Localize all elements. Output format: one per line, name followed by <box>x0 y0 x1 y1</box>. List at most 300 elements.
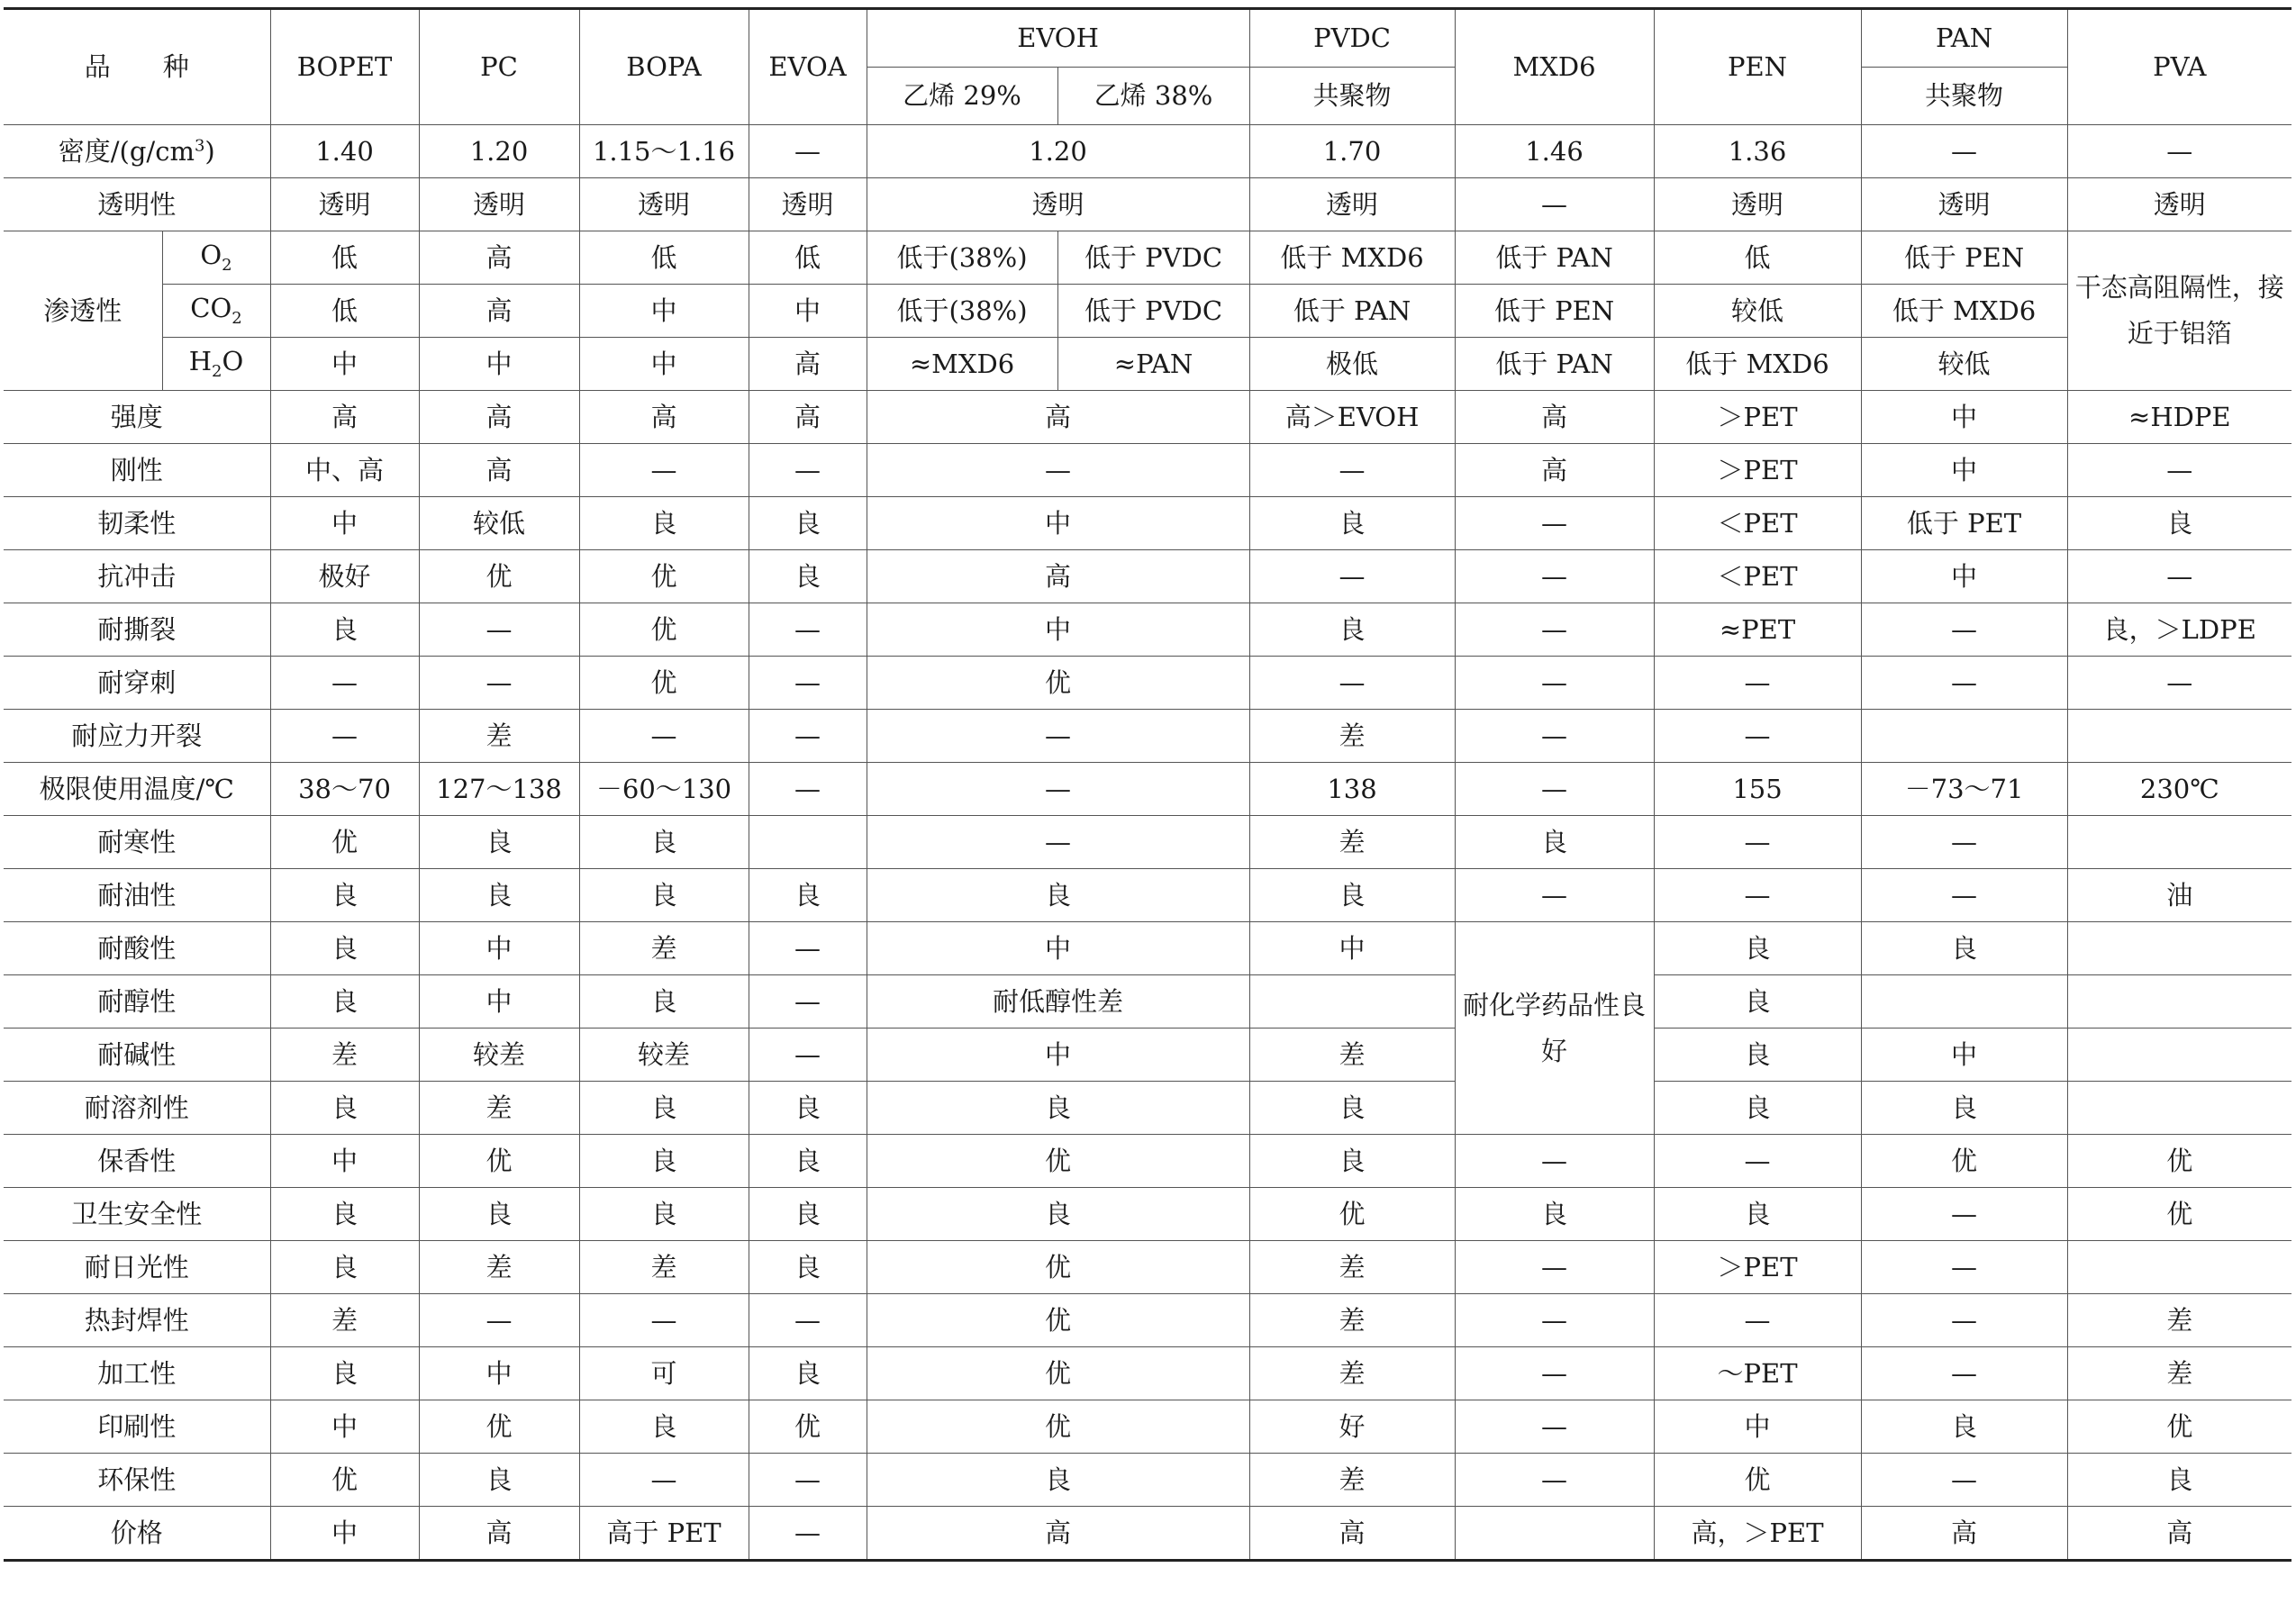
cell-bopet: 优 <box>270 816 419 869</box>
cell-pvdc: 中 <box>1249 922 1455 975</box>
cell-bopet: 差 <box>270 1029 419 1082</box>
cell-pen: ＜PET <box>1654 550 1861 603</box>
cell-pvdc: — <box>1249 444 1455 497</box>
cell-pvdc: — <box>1249 657 1455 710</box>
cell-evoa: — <box>749 1294 867 1347</box>
density-label-sup: 3 <box>194 136 205 156</box>
cell-evoa: — <box>749 1454 867 1507</box>
cell-pva: 良 <box>2067 1454 2291 1507</box>
cell-bopet: 高 <box>270 391 419 444</box>
cell-evoa: 低 <box>749 231 867 285</box>
row-label <box>4 125 270 178</box>
cell-pvdc: 高＞EVOH <box>1249 391 1455 444</box>
cell-bopet: 良 <box>270 1347 419 1400</box>
cell-pan: 中 <box>1861 391 2067 444</box>
cell-evoh: 耐低醇性差 <box>867 975 1249 1029</box>
cell-pva: ≈HDPE <box>2067 391 2291 444</box>
row-label: 耐溶剂性 <box>4 1082 270 1135</box>
header-pen: PEN <box>1654 9 1861 125</box>
cell-evoa: — <box>749 603 867 657</box>
cell-bopet: 良 <box>270 922 419 975</box>
cell-pan: 低于 MXD6 <box>1861 285 2067 338</box>
row-permeability-co2 <box>4 285 2291 338</box>
cell-evoa: 透明 <box>749 178 867 231</box>
cell-evoh-38: 低于 PVDC <box>1057 285 1249 338</box>
row-acid-resist <box>4 922 2291 975</box>
cell-pvdc: 极低 <box>1249 338 1455 391</box>
cell-evoa: 良 <box>749 1347 867 1400</box>
cell-pva: — <box>2067 125 2291 178</box>
cell-pva-permeability-note: 干态高阻隔性，接近于铝箔 <box>2067 231 2291 391</box>
cell-evoa: — <box>749 444 867 497</box>
cell-bopa: — <box>579 710 749 763</box>
cell-bopet: 良 <box>270 975 419 1029</box>
cell-bopa: 较差 <box>579 1029 749 1082</box>
cell-bopet: 中 <box>270 1507 419 1561</box>
density-label-end: ) <box>204 135 215 167</box>
row-label: 刚性 <box>4 444 270 497</box>
cell-mxd6: — <box>1455 1347 1654 1400</box>
cell-pva: 230℃ <box>2067 763 2291 816</box>
cell-bopet: 低 <box>270 285 419 338</box>
cell-evoa: — <box>749 975 867 1029</box>
cell-pc: 较差 <box>419 1029 579 1082</box>
row-solvent-resist <box>4 1082 2291 1135</box>
row-label: 透明性 <box>4 178 270 231</box>
header-evoh-29: 乙烯 29% <box>867 68 1057 125</box>
cell-pvdc: 差 <box>1249 1241 1455 1294</box>
row-label: 热封焊性 <box>4 1294 270 1347</box>
header-pvdc-sub: 共聚物 <box>1249 68 1455 125</box>
cell-pva <box>2067 816 2291 869</box>
cell-pva <box>2067 1029 2291 1082</box>
cell-pan: 中 <box>1861 550 2067 603</box>
cell-pan: 良 <box>1861 1082 2067 1135</box>
cell-evoh: 优 <box>867 657 1249 710</box>
row-label: 耐酸性 <box>4 922 270 975</box>
cell-pc: 差 <box>419 710 579 763</box>
cell-pen: 良 <box>1654 1188 1861 1241</box>
cell-bopet: 低 <box>270 231 419 285</box>
cell-evoh: — <box>867 710 1249 763</box>
cell-evoh: 中 <box>867 1029 1249 1082</box>
cell-evoa: 良 <box>749 550 867 603</box>
cell-pc: 中 <box>419 975 579 1029</box>
cell-evoh-29: 低于(38%) <box>867 231 1057 285</box>
cell-pva: — <box>2067 550 2291 603</box>
cell-mxd6: 良 <box>1455 816 1654 869</box>
cell-evoh: 中 <box>867 603 1249 657</box>
cell-evoh: — <box>867 816 1249 869</box>
row-eco <box>4 1454 2291 1507</box>
cell-pan: — <box>1861 1241 2067 1294</box>
cell-bopa: 差 <box>579 1241 749 1294</box>
cell-bopet: 中 <box>270 497 419 550</box>
row-rigidity <box>4 444 2291 497</box>
gas-o2 <box>162 231 270 285</box>
cell-pvdc: 透明 <box>1249 178 1455 231</box>
cell-pan: 高 <box>1861 1507 2067 1561</box>
row-strength <box>4 391 2291 444</box>
cell-pc: 良 <box>419 1188 579 1241</box>
cell-pvdc: 良 <box>1249 869 1455 922</box>
cell-pc: 优 <box>419 1135 579 1188</box>
cell-evoh: 高 <box>867 1507 1249 1561</box>
cell-bopa: 低 <box>579 231 749 285</box>
cell-pvdc: 良 <box>1249 497 1455 550</box>
cell-pva <box>2067 1241 2291 1294</box>
cell-pan: — <box>1861 603 2067 657</box>
cell-pc: 高 <box>419 231 579 285</box>
cell-bopa: 良 <box>579 1400 749 1454</box>
cell-pen: ≈PET <box>1654 603 1861 657</box>
cell-bopa: 中 <box>579 285 749 338</box>
row-processability <box>4 1347 2291 1400</box>
row-aroma <box>4 1135 2291 1188</box>
cell-pvdc: 好 <box>1249 1400 1455 1454</box>
row-label: 极限使用温度/℃ <box>4 763 270 816</box>
row-puncture <box>4 657 2291 710</box>
cell-pan: 低于 PEN <box>1861 231 2067 285</box>
cell-pen: — <box>1654 816 1861 869</box>
gas-h2o-end: O <box>222 346 244 377</box>
cell-bopet: 中 <box>270 338 419 391</box>
cell-pc: 中 <box>419 1347 579 1400</box>
cell-pan: 优 <box>1861 1135 2067 1188</box>
cell-bopet: 38～70 <box>270 763 419 816</box>
cell-mxd6: — <box>1455 1135 1654 1188</box>
cell-bopet: 优 <box>270 1454 419 1507</box>
cell-pen: ＞PET <box>1654 391 1861 444</box>
cell-pvdc: — <box>1249 550 1455 603</box>
cell-mxd6-chem-note: 耐化学药品性良好 <box>1455 922 1654 1135</box>
cell-pc: 优 <box>419 1400 579 1454</box>
row-label: 保香性 <box>4 1135 270 1188</box>
cell-bopa: 1.15～1.16 <box>579 125 749 178</box>
cell-pc: 高 <box>419 1507 579 1561</box>
cell-pvdc: 差 <box>1249 1294 1455 1347</box>
cell-bopet: 良 <box>270 1188 419 1241</box>
cell-pan: －73～71 <box>1861 763 2067 816</box>
cell-evoh: 优 <box>867 1135 1249 1188</box>
cell-bopa: 优 <box>579 550 749 603</box>
cell-pvdc: 差 <box>1249 1454 1455 1507</box>
cell-pan: 良 <box>1861 922 2067 975</box>
cell-evoa: 高 <box>749 391 867 444</box>
row-permeability-o2 <box>4 231 2291 285</box>
cell-evoh: 良 <box>867 869 1249 922</box>
cell-mxd6: — <box>1455 657 1654 710</box>
cell-pvdc: 差 <box>1249 816 1455 869</box>
cell-evoh: 良 <box>867 1188 1249 1241</box>
cell-bopa: 良 <box>579 1082 749 1135</box>
row-tear <box>4 603 2291 657</box>
header-variety: 品 种 <box>4 9 270 125</box>
cell-pen: 155 <box>1654 763 1861 816</box>
cell-evoh: — <box>867 444 1249 497</box>
row-toughness <box>4 497 2291 550</box>
cell-pan: — <box>1861 1454 2067 1507</box>
cell-pc: 差 <box>419 1082 579 1135</box>
cell-pva: 差 <box>2067 1294 2291 1347</box>
cell-bopet: — <box>270 657 419 710</box>
row-stress-crack <box>4 710 2291 763</box>
cell-bopet: 差 <box>270 1294 419 1347</box>
cell-evoh-38: 低于 PVDC <box>1057 231 1249 285</box>
row-label: 耐醇性 <box>4 975 270 1029</box>
cell-pan: 中 <box>1861 1029 2067 1082</box>
cell-pan: 低于 PET <box>1861 497 2067 550</box>
cell-evoh: 透明 <box>867 178 1249 231</box>
cell-evoh-29: ≈MXD6 <box>867 338 1057 391</box>
cell-pvdc: 差 <box>1249 710 1455 763</box>
cell-bopa: －60～130 <box>579 763 749 816</box>
cell-pva: 优 <box>2067 1400 2291 1454</box>
cell-pc: 中 <box>419 338 579 391</box>
cell-evoa: 良 <box>749 497 867 550</box>
cell-pen: — <box>1654 1294 1861 1347</box>
cell-mxd6: — <box>1455 497 1654 550</box>
cell-evoh: 中 <box>867 922 1249 975</box>
cell-bopet: 1.40 <box>270 125 419 178</box>
cell-bopa: — <box>579 1454 749 1507</box>
row-temp-limit <box>4 763 2291 816</box>
cell-bopet: 良 <box>270 1082 419 1135</box>
cell-pvdc: 低于 MXD6 <box>1249 231 1455 285</box>
cell-mxd6: — <box>1455 710 1654 763</box>
gas-o2-main: O <box>200 240 222 271</box>
row-label: 强度 <box>4 391 270 444</box>
cell-bopa: 可 <box>579 1347 749 1400</box>
cell-bopet: 良 <box>270 1241 419 1294</box>
cell-pva: 优 <box>2067 1188 2291 1241</box>
cell-mxd6: — <box>1455 1400 1654 1454</box>
header-evoa: EVOA <box>749 9 867 125</box>
cell-pc: 透明 <box>419 178 579 231</box>
cell-pvdc <box>1249 975 1455 1029</box>
cell-evoa: — <box>749 1029 867 1082</box>
cell-evoa <box>749 816 867 869</box>
header-evoh-38: 乙烯 38% <box>1057 68 1249 125</box>
cell-pen: ＞PET <box>1654 1241 1861 1294</box>
gas-co2-main: CO <box>190 293 232 324</box>
cell-pc: 1.20 <box>419 125 579 178</box>
cell-pva <box>2067 922 2291 975</box>
cell-pva: 透明 <box>2067 178 2291 231</box>
row-oil-resist <box>4 869 2291 922</box>
cell-evoa: — <box>749 657 867 710</box>
cell-pc: 127～138 <box>419 763 579 816</box>
row-label: 耐应力开裂 <box>4 710 270 763</box>
cell-evoa: 良 <box>749 1188 867 1241</box>
cell-evoa: — <box>749 922 867 975</box>
row-label: 抗冲击 <box>4 550 270 603</box>
row-label: 卫生安全性 <box>4 1188 270 1241</box>
cell-pvdc: 1.70 <box>1249 125 1455 178</box>
cell-bopa: 良 <box>579 497 749 550</box>
row-label: 环保性 <box>4 1454 270 1507</box>
header-pvdc: PVDC <box>1249 9 1455 68</box>
cell-pen: 较低 <box>1654 285 1861 338</box>
gas-h2o-main: H <box>188 346 213 377</box>
cell-pen: ＜PET <box>1654 497 1861 550</box>
cell-pen: 良 <box>1654 922 1861 975</box>
cell-evoh: 优 <box>867 1400 1249 1454</box>
cell-pan: — <box>1861 657 2067 710</box>
cell-pen: 高，＞PET <box>1654 1507 1861 1561</box>
cell-mxd6: — <box>1455 603 1654 657</box>
cell-pc: 差 <box>419 1241 579 1294</box>
cell-evoa: — <box>749 125 867 178</box>
cell-mxd6: — <box>1455 1294 1654 1347</box>
row-label: 价格 <box>4 1507 270 1561</box>
cell-pva: 高 <box>2067 1507 2291 1561</box>
gas-co2-sub: 2 <box>231 309 242 329</box>
cell-pan: — <box>1861 1294 2067 1347</box>
cell-pan <box>1861 975 2067 1029</box>
cell-evoh: 优 <box>867 1294 1249 1347</box>
row-cold-resist <box>4 816 2291 869</box>
cell-bopa: 中 <box>579 338 749 391</box>
cell-mxd6: 1.46 <box>1455 125 1654 178</box>
cell-pc: 高 <box>419 391 579 444</box>
cell-mxd6: 高 <box>1455 444 1654 497</box>
cell-evoa: — <box>749 763 867 816</box>
cell-pan <box>1861 710 2067 763</box>
cell-evoa: — <box>749 1507 867 1561</box>
cell-pvdc: 良 <box>1249 1082 1455 1135</box>
header-mxd6: MXD6 <box>1455 9 1654 125</box>
cell-pc: 高 <box>419 285 579 338</box>
cell-evoa: 良 <box>749 1082 867 1135</box>
cell-pva <box>2067 710 2291 763</box>
cell-evoh: 优 <box>867 1241 1249 1294</box>
cell-pan: 较低 <box>1861 338 2067 391</box>
cell-pvdc: 差 <box>1249 1029 1455 1082</box>
cell-evoa: 良 <box>749 1241 867 1294</box>
row-label: 耐寒性 <box>4 816 270 869</box>
cell-pvdc: 高 <box>1249 1507 1455 1561</box>
header-pc: PC <box>419 9 579 125</box>
cell-pva: 油 <box>2067 869 2291 922</box>
header-bopa: BOPA <box>579 9 749 125</box>
row-alkali-resist <box>4 1029 2291 1082</box>
row-alcohol-resist <box>4 975 2291 1029</box>
cell-pen: 1.36 <box>1654 125 1861 178</box>
cell-pan: — <box>1861 1347 2067 1400</box>
cell-bopet: 中、高 <box>270 444 419 497</box>
cell-evoa: 中 <box>749 285 867 338</box>
cell-pva: — <box>2067 657 2291 710</box>
cell-pan: — <box>1861 869 2067 922</box>
cell-bopa: 良 <box>579 1188 749 1241</box>
cell-pen: 良 <box>1654 975 1861 1029</box>
cell-pc: 良 <box>419 1454 579 1507</box>
cell-pen: — <box>1654 869 1861 922</box>
permeability-label: 渗透性 <box>4 231 162 391</box>
cell-evoa: — <box>749 710 867 763</box>
cell-pan: 中 <box>1861 444 2067 497</box>
header-pan: PAN <box>1861 9 2067 68</box>
cell-bopa: 差 <box>579 922 749 975</box>
cell-bopa: 高 <box>579 391 749 444</box>
cell-pan: — <box>1861 1188 2067 1241</box>
row-impact <box>4 550 2291 603</box>
cell-pen: ～PET <box>1654 1347 1861 1400</box>
row-printability <box>4 1400 2291 1454</box>
cell-evoh: 良 <box>867 1082 1249 1135</box>
gas-co2 <box>162 285 270 338</box>
cell-bopa: 高于 PET <box>579 1507 749 1561</box>
cell-mxd6: 良 <box>1455 1188 1654 1241</box>
cell-bopet: — <box>270 710 419 763</box>
cell-pen: — <box>1654 710 1861 763</box>
cell-evoa: 优 <box>749 1400 867 1454</box>
cell-bopa: — <box>579 1294 749 1347</box>
cell-pvdc: 差 <box>1249 1347 1455 1400</box>
row-label: 韧柔性 <box>4 497 270 550</box>
material-properties-table <box>4 7 2291 1562</box>
cell-pc: — <box>419 1294 579 1347</box>
cell-pc: — <box>419 657 579 710</box>
cell-pan: — <box>1861 125 2067 178</box>
cell-mxd6 <box>1455 1507 1654 1561</box>
cell-pc: 良 <box>419 869 579 922</box>
cell-pen: ＞PET <box>1654 444 1861 497</box>
cell-bopet: 中 <box>270 1135 419 1188</box>
cell-evoh: 高 <box>867 391 1249 444</box>
cell-pan: 良 <box>1861 1400 2067 1454</box>
cell-evoh: 1.20 <box>867 125 1249 178</box>
row-density <box>4 125 2291 178</box>
cell-pen: 低 <box>1654 231 1861 285</box>
cell-bopa: 良 <box>579 1135 749 1188</box>
cell-bopa: 良 <box>579 869 749 922</box>
cell-evoh-38: ≈PAN <box>1057 338 1249 391</box>
row-label: 印刷性 <box>4 1400 270 1454</box>
header-evoh: EVOH <box>867 9 1249 68</box>
cell-bopet: 极好 <box>270 550 419 603</box>
cell-bopa: — <box>579 444 749 497</box>
cell-pc: 高 <box>419 444 579 497</box>
cell-bopa: 优 <box>579 657 749 710</box>
cell-mxd6: 低于 PEN <box>1455 285 1654 338</box>
row-label: 耐穿刺 <box>4 657 270 710</box>
cell-pvdc: 优 <box>1249 1188 1455 1241</box>
cell-evoa: 高 <box>749 338 867 391</box>
cell-pen: 良 <box>1654 1029 1861 1082</box>
cell-bopet: 良 <box>270 869 419 922</box>
cell-pvdc: 低于 PAN <box>1249 285 1455 338</box>
cell-mxd6: — <box>1455 1241 1654 1294</box>
row-price <box>4 1507 2291 1561</box>
density-label-main: 密度/(g/cm <box>58 135 195 167</box>
row-permeability-h2o <box>4 338 2291 391</box>
cell-mxd6: — <box>1455 550 1654 603</box>
cell-pvdc: 138 <box>1249 763 1455 816</box>
cell-pc: 较低 <box>419 497 579 550</box>
cell-pva <box>2067 1082 2291 1135</box>
cell-mxd6: 低于 PAN <box>1455 231 1654 285</box>
header-pan-sub: 共聚物 <box>1861 68 2067 125</box>
row-heat-seal <box>4 1294 2291 1347</box>
cell-pen: 透明 <box>1654 178 1861 231</box>
gas-h2o <box>162 338 270 391</box>
header-row-1 <box>4 9 2291 68</box>
cell-pc: 优 <box>419 550 579 603</box>
row-label: 加工性 <box>4 1347 270 1400</box>
cell-bopa: 透明 <box>579 178 749 231</box>
